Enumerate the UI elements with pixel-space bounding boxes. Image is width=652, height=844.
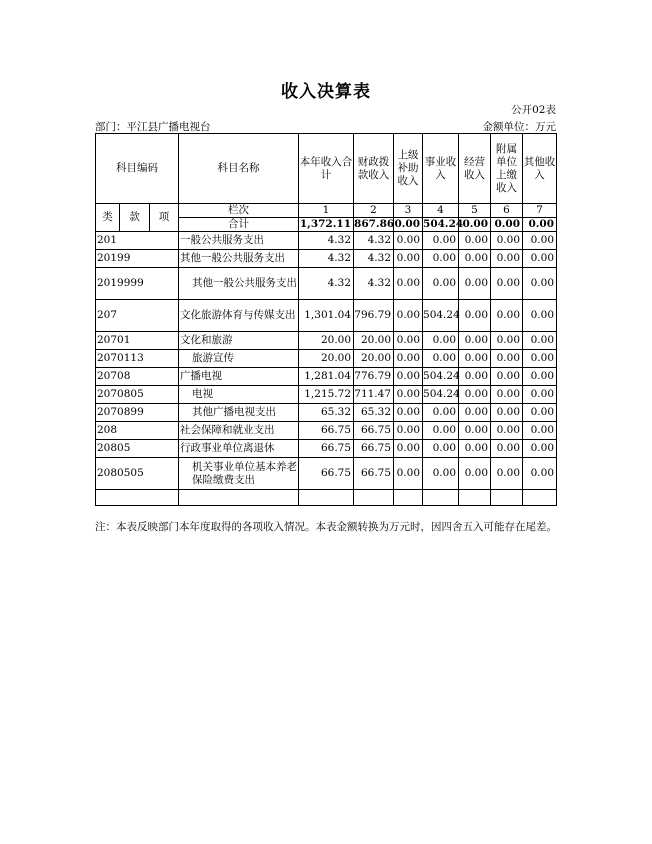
total-label: 合计 (179, 218, 299, 232)
total-cell: 1,372.11 (299, 218, 354, 232)
header-operating: 经营收入 (459, 134, 491, 204)
row-code: 207 (96, 300, 179, 332)
row-cell: 0.00 (423, 250, 459, 268)
total-cell: 0.00 (491, 218, 523, 232)
row-name: 一般公共服务支出 (179, 232, 299, 250)
row-cell: 0.00 (523, 368, 557, 386)
header-business: 事业收入 (423, 134, 459, 204)
row-cell: 0.00 (459, 232, 491, 250)
row-cell: 65.32 (299, 404, 354, 422)
row-cell: 0.00 (394, 300, 423, 332)
row-code: 2070113 (96, 350, 179, 368)
row-name: 机关事业单位基本养老保险缴费支出 (179, 458, 299, 490)
row-cell: 0.00 (459, 350, 491, 368)
row-code: 2070899 (96, 404, 179, 422)
row-cell: 0.00 (523, 350, 557, 368)
row-name: 旅游宣传 (179, 350, 299, 368)
row-cell: 0.00 (491, 250, 523, 268)
row-cell: 0.00 (491, 386, 523, 404)
col-num: 1 (299, 204, 354, 218)
row-cell: 66.75 (299, 422, 354, 440)
row-cell: 0.00 (491, 440, 523, 458)
col-num: 3 (394, 204, 423, 218)
row-cell: 0.00 (491, 458, 523, 490)
row-cell: 0.00 (491, 232, 523, 250)
row-cell: 4.32 (299, 268, 354, 300)
row-cell: 0.00 (423, 440, 459, 458)
row-code: 20199 (96, 250, 179, 268)
row-cell: 0.00 (394, 350, 423, 368)
header-subject-code: 科目编码 (96, 134, 179, 204)
row-cell: 66.75 (354, 422, 394, 440)
row-cell: 0.00 (394, 422, 423, 440)
row-name: 其他广播电视支出 (179, 404, 299, 422)
row-cell: 0.00 (394, 368, 423, 386)
row-cell: 20.00 (354, 332, 394, 350)
row-cell: 0.00 (459, 386, 491, 404)
header-fiscal: 财政拨款收入 (354, 134, 394, 204)
row-cell: 1,301.04 (299, 300, 354, 332)
empty-row (96, 490, 557, 506)
row-cell: 0.00 (459, 268, 491, 300)
header-affiliated: 附属单位上缴收入 (491, 134, 523, 204)
row-cell: 0.00 (394, 386, 423, 404)
row-cell: 0.00 (523, 440, 557, 458)
row-cell: 0.00 (491, 300, 523, 332)
row-cell: 0.00 (459, 332, 491, 350)
row-cell: 776.79 (354, 368, 394, 386)
row-cell: 0.00 (423, 332, 459, 350)
header-other: 其他收入 (523, 134, 557, 204)
table-row (96, 300, 557, 332)
header-lei: 类 (96, 204, 120, 232)
income-table (95, 133, 557, 506)
row-cell: 0.00 (523, 250, 557, 268)
row-cell: 0.00 (394, 332, 423, 350)
row-cell: 0.00 (423, 404, 459, 422)
table-row (96, 386, 557, 404)
row-cell: 0.00 (491, 332, 523, 350)
row-code: 201 (96, 232, 179, 250)
row-cell: 65.32 (354, 404, 394, 422)
row-cell: 0.00 (523, 422, 557, 440)
row-cell: 0.00 (523, 386, 557, 404)
row-name: 其他一般公共服务支出 (179, 250, 299, 268)
row-name: 广播电视 (179, 368, 299, 386)
row-cell: 0.00 (423, 422, 459, 440)
row-code: 20708 (96, 368, 179, 386)
row-name: 社会保障和就业支出 (179, 422, 299, 440)
row-cell: 66.75 (299, 440, 354, 458)
row-cell: 66.75 (354, 440, 394, 458)
row-cell: 4.32 (299, 232, 354, 250)
table-row (96, 440, 557, 458)
row-code: 20805 (96, 440, 179, 458)
row-name: 文化旅游体育与传媒支出 (179, 300, 299, 332)
table-row (96, 350, 557, 368)
row-cell: 0.00 (523, 404, 557, 422)
table-row (96, 404, 557, 422)
form-code: 公开02表 (511, 104, 556, 116)
row-cell: 0.00 (459, 422, 491, 440)
row-cell: 504.24 (423, 300, 459, 332)
row-cell: 20.00 (354, 350, 394, 368)
row-cell: 0.00 (523, 268, 557, 300)
row-cell: 0.00 (394, 268, 423, 300)
table-row (96, 368, 557, 386)
total-cell: 0.00 (523, 218, 557, 232)
row-code: 2070805 (96, 386, 179, 404)
row-cell: 0.00 (491, 422, 523, 440)
row-cell: 0.00 (459, 440, 491, 458)
row-cell: 796.79 (354, 300, 394, 332)
row-cell: 4.32 (354, 250, 394, 268)
row-cell: 0.00 (394, 232, 423, 250)
col-num: 4 (423, 204, 459, 218)
row-cell: 66.75 (354, 458, 394, 490)
row-cell: 0.00 (394, 440, 423, 458)
row-cell: 0.00 (491, 350, 523, 368)
col-num: 2 (354, 204, 394, 218)
row-cell: 0.00 (394, 458, 423, 490)
header-xiang: 项 (150, 204, 179, 232)
row-cell: 0.00 (523, 458, 557, 490)
row-cell: 4.32 (354, 232, 394, 250)
table-row (96, 332, 557, 350)
row-name: 文化和旅游 (179, 332, 299, 350)
row-cell: 504.24 (423, 368, 459, 386)
row-cell: 0.00 (459, 368, 491, 386)
row-cell: 0.00 (423, 458, 459, 490)
row-cell: 1,281.04 (299, 368, 354, 386)
row-name: 电视 (179, 386, 299, 404)
total-cell: 504.24 (423, 218, 464, 230)
table-row (96, 250, 557, 268)
row-cell: 504.24 (423, 386, 459, 404)
total-cell: 867.86 (354, 218, 395, 230)
header-total: 本年收入合计 (299, 134, 354, 204)
row-code: 208 (96, 422, 179, 440)
table-row (96, 268, 557, 300)
header-kuan: 款 (120, 204, 150, 232)
row-cell: 20.00 (299, 350, 354, 368)
table-row (96, 422, 557, 440)
row-cell: 0.00 (523, 232, 557, 250)
header-superior: 上级补助收入 (394, 134, 423, 204)
row-cell: 0.00 (491, 404, 523, 422)
row-cell: 66.75 (299, 458, 354, 490)
row-code: 20701 (96, 332, 179, 350)
row-cell: 0.00 (459, 300, 491, 332)
col-num: 5 (459, 204, 491, 218)
col-num: 7 (523, 204, 557, 218)
row-name: 其他一般公共服务支出 (179, 268, 299, 300)
table-row (96, 232, 557, 250)
row-name: 行政事业单位离退休 (179, 440, 299, 458)
row-code: 2080505 (96, 458, 179, 490)
department-label: 部门：平江县广播电视台 (95, 121, 211, 133)
total-cell: 0.00 (459, 218, 491, 232)
row-cell: 0.00 (523, 300, 557, 332)
table-row (96, 458, 557, 490)
row-cell: 711.47 (354, 386, 394, 404)
row-cell: 4.32 (354, 268, 394, 300)
row-cell: 0.00 (394, 250, 423, 268)
row-cell: 0.00 (423, 268, 459, 300)
row-cell: 0.00 (491, 268, 523, 300)
row-cell: 0.00 (459, 404, 491, 422)
row-cell: 0.00 (491, 368, 523, 386)
footnote: 注：本表反映部门本年度取得的各项收入情况。本表金额转换为万元时，因四舍五入可能存在尾差。 (95, 521, 557, 533)
row-cell: 0.00 (523, 332, 557, 350)
row-cell: 0.00 (423, 232, 459, 250)
row-cell: 0.00 (423, 350, 459, 368)
row-cell: 4.32 (299, 250, 354, 268)
row-cell: 20.00 (299, 332, 354, 350)
row-cell: 0.00 (459, 458, 491, 490)
col-num: 6 (491, 204, 523, 218)
row-cell: 0.00 (459, 250, 491, 268)
total-cell: 0.00 (394, 218, 423, 232)
header-column-order: 栏次 (179, 204, 299, 218)
row-code: 2019999 (96, 268, 179, 300)
page-title: 收入决算表 (281, 82, 371, 102)
header-subject-name: 科目名称 (179, 134, 299, 204)
row-cell: 0.00 (394, 404, 423, 422)
unit-label: 金额单位：万元 (482, 121, 556, 133)
row-cell: 1,215.72 (299, 386, 354, 404)
